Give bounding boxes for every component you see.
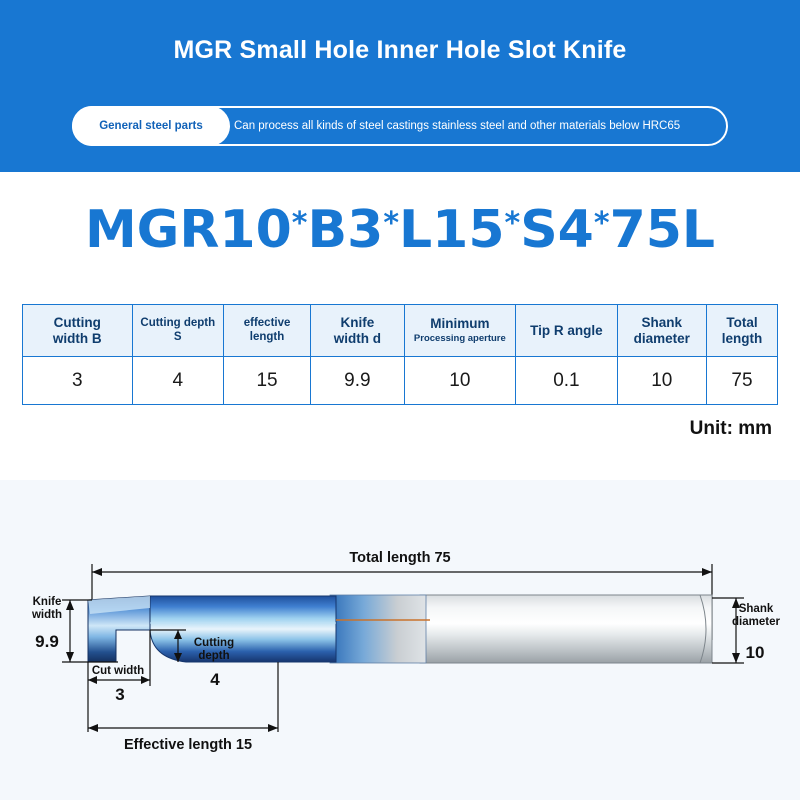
model-part-3: L15 [399,200,505,260]
header-cell-tip-r-angle: Tip R angle [516,305,617,357]
header-band [0,0,800,172]
label-effective-length: Effective length 15 [123,737,253,753]
header-cell-minimum-aperture: Minimum Processing aperture [404,305,516,357]
model-separator-1: * [291,206,308,241]
label-shank-diameter: Shank diameter [732,603,780,629]
material-description-label: Can process all kinds of steel castings stainless steel and other materials below HRC65 [234,120,681,132]
table-value-row [23,357,778,405]
value-minimum-aperture: 10 [404,357,516,405]
header-cell-knife-width: Knife width d [311,305,404,357]
model-part-1: MGR10 [84,200,292,260]
material-description [234,108,718,144]
value-cutting-depth-drawing: 4 [210,670,220,689]
spec-table [22,304,778,405]
material-tag-label: General steel parts [99,120,203,132]
value-total-length: 75 [706,357,777,405]
material-tag-badge [72,106,230,146]
header-cell-cutting-width: Cutting width B [23,305,133,357]
page-title: MGR Small Hole Inner Hole Slot Knife [173,36,627,64]
value-tip-r-angle: 0.1 [516,357,617,405]
model-part-4: S4 [520,200,594,260]
spec-card [10,186,790,470]
value-shank-diameter-drawing: 10 [745,643,765,662]
model-part-2: B3 [307,200,384,260]
unit-note: Unit: mm [689,418,772,439]
tool-transition [330,595,426,663]
value-knife-width-drawing: 9.9 [35,632,59,651]
header-cell-shank-diameter: Shank diameter [617,305,706,357]
model-separator-2: * [383,206,400,241]
header-cell-effective-length: effective length [223,305,310,357]
header-cell-total-length: Total length [706,305,777,357]
tool-drawing-panel [0,480,800,800]
label-knife-width: Knife width [31,596,63,622]
value-cutting-width: 3 [23,357,133,405]
value-cutting-depth: 4 [132,357,223,405]
model-part-5: 75L [609,200,716,260]
value-knife-width: 9.9 [311,357,404,405]
model-code [10,200,790,260]
label-total-length: Total length 75 [349,550,451,566]
model-separator-4: * [593,206,610,241]
value-cut-width-drawing: 3 [115,685,125,704]
header-cell-cutting-depth: Cutting depth S [132,305,223,357]
value-shank-diameter: 10 [617,357,706,405]
label-cutting-depth: Cutting depth [193,637,235,662]
model-separator-3: * [504,206,521,241]
value-effective-length: 15 [223,357,310,405]
table-header-row [23,305,778,357]
material-note-pill [72,106,728,146]
label-cut-width: Cut width [91,665,145,677]
tool-shank [420,595,712,663]
